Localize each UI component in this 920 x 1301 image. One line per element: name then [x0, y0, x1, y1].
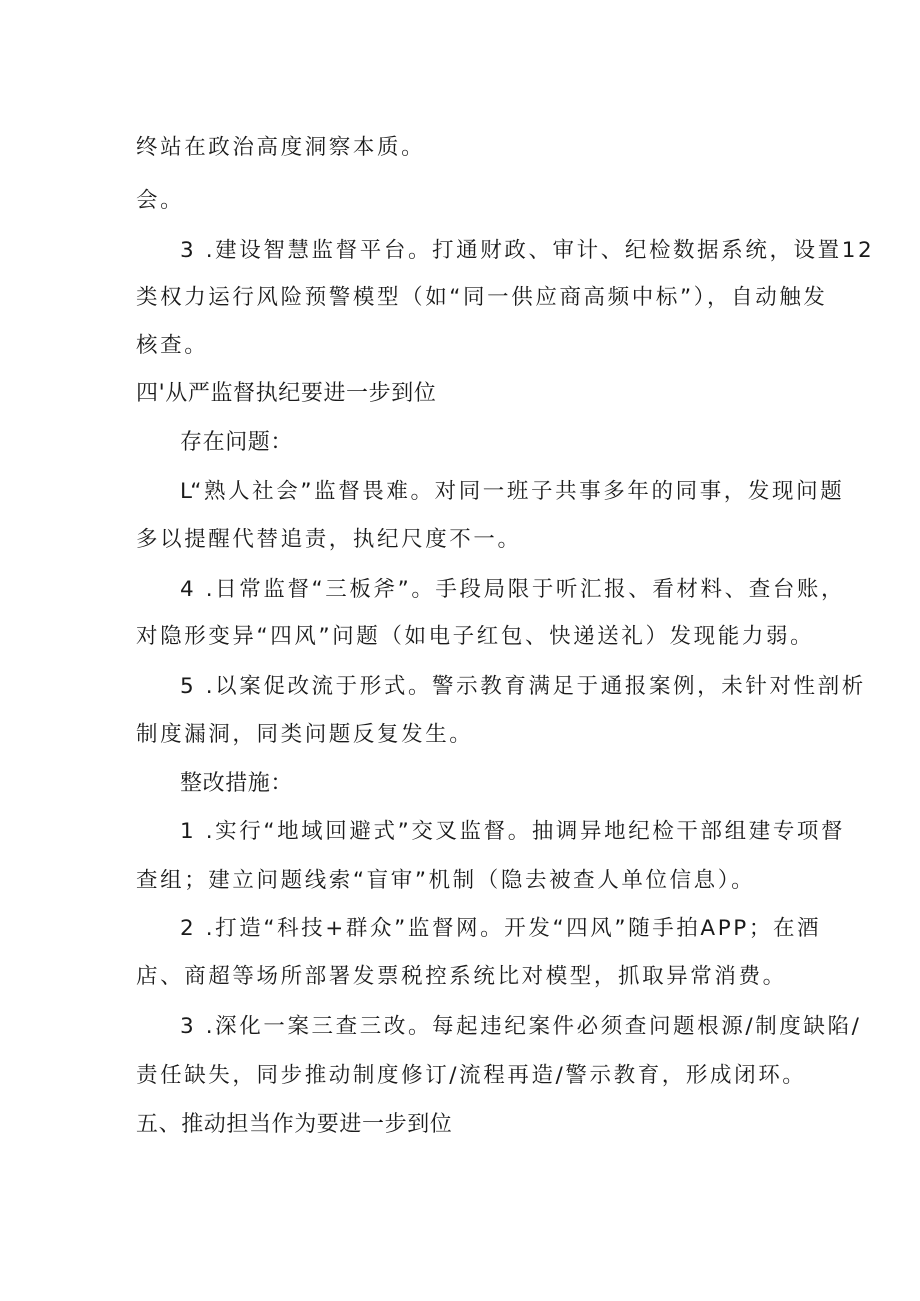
list-item-measure: 1 .实行“地域回避式”交叉监督。抽调异地纪检干部组建专项督 [180, 819, 846, 844]
list-item-measure: 3 .深化一案三查三改。每起违纪案件必须查问题根源/制度缺陷/ [180, 1014, 862, 1039]
list-item-problem: 5 .以案促改流于形式。警示教育满足于通报案例，未针对性剖析 [180, 674, 866, 699]
paragraph-line: 类权力运行风险预警模型（如“同一供应商高频中标”），自动触发 [136, 285, 828, 310]
list-item-smart-platform: 3 .建设智慧监督平台。打通财政、审计、纪检数据系统，设置12 [180, 238, 875, 263]
section-heading-4: 四'从严监督执纪要进一步到位 [136, 381, 437, 406]
section-heading-5: 五、推动担当作为要进一步到位 [136, 1112, 453, 1137]
paragraph-line: 核查。 [136, 333, 209, 358]
list-item-problem: L“熟人社会”监督畏难。对同一班子共事多年的同事，发现问题 [180, 479, 845, 504]
list-item-measure: 2 .打造“科技+群众”监督网。开发“四风”随手拍APP；在酒 [180, 916, 822, 941]
paragraph-line: 责任缺失，同步推动制度修订/流程再造/警示教育，形成闭环。 [136, 1063, 807, 1088]
paragraph-line: 终站在政治高度洞察本质。 [136, 135, 426, 160]
paragraph-line: 制度漏洞，同类问题反复发生。 [136, 722, 474, 747]
paragraph-line: 对隐形变异“四风”问题（如电子红包、快递送礼）发现能力弱。 [136, 624, 815, 649]
paragraph-line: 多以提醒代替追责，执纪尺度不一。 [136, 527, 522, 552]
paragraph-line: 会。 [136, 188, 185, 213]
subheading-measures: 整改措施： [180, 771, 294, 796]
paragraph-line: 查组；建立问题线索“盲审”机制（隐去被查人单位信息）。 [136, 868, 756, 893]
list-item-problem: 4 .日常监督“三板斧”。手段局限于听汇报、看材料、查台账， [180, 577, 846, 602]
paragraph-line: 店、商超等场所部署发票税控系统比对模型，抓取异常消费。 [136, 964, 787, 989]
subheading-problems: 存在问题： [180, 430, 294, 455]
